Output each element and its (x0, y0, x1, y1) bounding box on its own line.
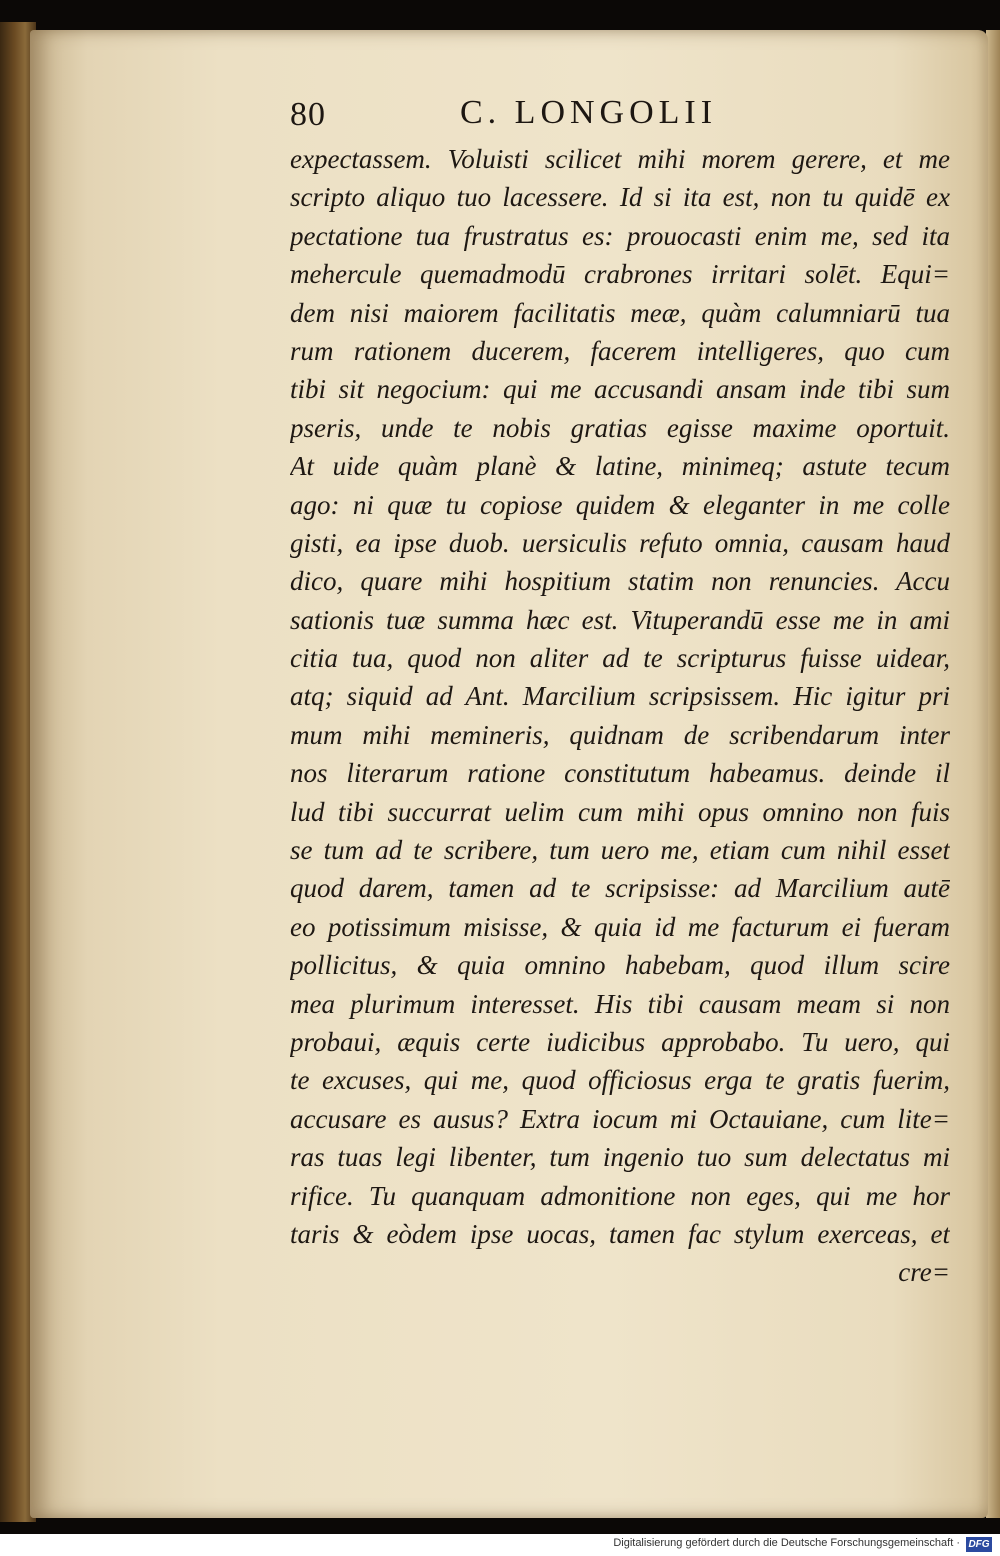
text-line: mea plurimum interesset. His tibi causam meam si non (290, 988, 950, 1019)
text-line: tibi sit negocium: qui me accusandi ansam inde tibi sum (290, 374, 950, 405)
text-line: dico, quare mihi hospitium statim non renuncies. Accu (290, 566, 950, 597)
text-line: expectassem. Voluisti scilicet mihi morem gerere, et me (290, 144, 950, 174)
page-number: 80 (290, 96, 326, 133)
text-line: At uide quàm planè & latine, minimeq; astute tecum (290, 451, 950, 482)
footer-credit: Digitalisierung gefördert durch die Deutsche Forschungsgemeinschaft · (613, 1537, 960, 1549)
text-line: pseris, unde te nobis gratias egisse maxime oportuit. (290, 412, 950, 443)
text-line: quod darem, tamen ad te scripsisse: ad Marcilium autē (290, 873, 950, 904)
text-line: pectatione tua frustratus es: prouocasti enim me, sed ita (290, 220, 950, 251)
text-line: mum mihi memineris, quidnam de scribendarum inter (290, 719, 950, 750)
digitization-footer (0, 1534, 1000, 1556)
text-line: probaui, æquis certe iudicibus approbabo. Tu uero, qui (290, 1026, 950, 1057)
running-head-title: C. LONGOLII (460, 94, 718, 131)
text-line: citia tua, quod non aliter ad te scripturus fuisse uidear, (290, 643, 950, 674)
text-line: ago: ni quæ tu copiose quidem & eleganter in me colle (290, 489, 950, 520)
text-line: lud tibi succurrat uelim cum mihi opus omnino non fuis (290, 796, 950, 827)
text-line: taris & eòdem ipse uocas, tamen fac stylum exerceas, et (290, 1218, 950, 1249)
text-line: eo potissimum misisse, & quia id me facturum ei fueram (290, 911, 950, 942)
text-line: rum rationem ducerem, facerem intelligeres, quo cum (290, 335, 950, 366)
text-line: scripto aliquo tuo lacessere. Id si ita est, non tu quidē ex (290, 182, 950, 213)
dfg-logo-icon: DFG (966, 1537, 992, 1552)
text-line: dem nisi maiorem facilitatis meæ, quàm calumniarū tua (290, 297, 950, 328)
text-line: sationis tuæ summa hæc est. Vituperandū esse me in ami (290, 604, 950, 635)
text-line: nos literarum ratione constitutum habeamus. deinde il (290, 758, 950, 789)
text-line: atq; siquid ad Ant. Marcilium scripsissem. Hic igitur pri (290, 681, 950, 712)
text-line: se tum ad te scribere, tum uero me, etiam cum nihil esset (290, 835, 950, 866)
running-head (290, 88, 950, 138)
text-line: pollicitus, & quia omnino habebam, quod illum scire (290, 950, 950, 981)
catchword: cre= (898, 1257, 950, 1288)
text-line: gisti, ea ipse duob. uersiculis refuto omnia, causam haud (290, 527, 950, 558)
text-line: rifice. Tu quanquam admonitione non eges, qui me hor (290, 1180, 950, 1211)
text-line: ras tuas legi libenter, tum ingenio tuo sum delectatus mi (290, 1142, 950, 1173)
text-line: te excuses, qui me, quod officiosus erga te gratis fuerim, (290, 1065, 950, 1096)
text-line: mehercule quemadmodū crabrones irritari solēt. Equi= (290, 259, 950, 290)
text-block (290, 140, 950, 1292)
text-line: accusare es ausus? Extra iocum mi Octauiane, cum lite= (290, 1103, 950, 1134)
page-fore-edge (986, 30, 1000, 1518)
